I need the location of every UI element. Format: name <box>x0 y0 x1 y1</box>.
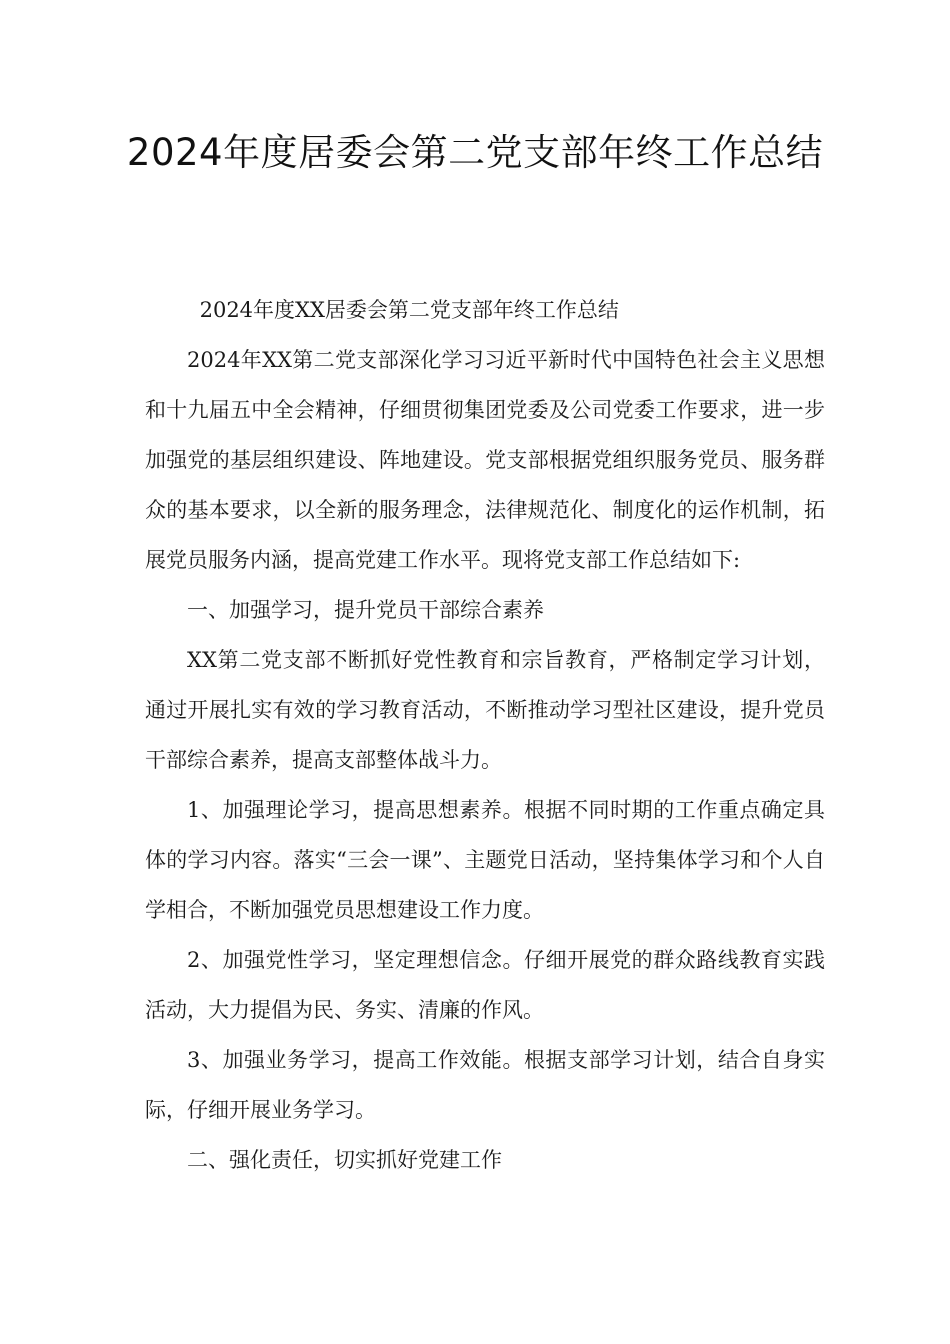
document-title: 2024年度居委会第二党支部年终工作总结 <box>126 131 824 174</box>
document-body <box>145 285 825 1185</box>
section-heading-1: 一、加强学习，提升党员干部综合素养 <box>187 598 544 622</box>
section-1-paragraph: XX第二党支部不断抓好党性教育和宗旨教育，严格制定学习计划，通过开展扎实有效的学习教育活动，不断推动学习型社区建设，提升党员干部综合素养，提高支部整体战斗力。 <box>145 648 825 772</box>
section-1-item-1: 1、加强理论学习，提高思想素养。根据不同时期的工作重点确定具体的学习内容。落实“三会一课”、主题党日活动，坚持集体学习和个人自学相合，不断加强党员思想建设工作力度。 <box>145 798 825 922</box>
document-subtitle: 2024年度XX居委会第二党支部年终工作总结 <box>199 298 619 322</box>
section-1-item-3: 3、加强业务学习，提高工作效能。根据支部学习计划，结合自身实际，仔细开展业务学习。 <box>145 1048 825 1122</box>
section-1-item-2: 2、加强党性学习，坚定理想信念。仔细开展党的群众路线教育实践活动，大力提倡为民、务实、清廉的作风。 <box>145 948 825 1022</box>
section-heading-2: 二、强化责任，切实抓好党建工作 <box>187 1148 502 1172</box>
intro-paragraph: 2024年XX第二党支部深化学习习近平新时代中国特色社会主义思想和十九届五中全会精神，仔细贯彻集团党委及公司党委工作要求，进一步加强党的基层组织建设、阵地建设。党支部根据党组织服务党员、服务群众的基本要求，以全新的服务理念，法律规范化、制度化的运作机制，拓展党员服务内涵，提高党建工作水平。现将党支部工作总结如下: <box>145 348 825 572</box>
